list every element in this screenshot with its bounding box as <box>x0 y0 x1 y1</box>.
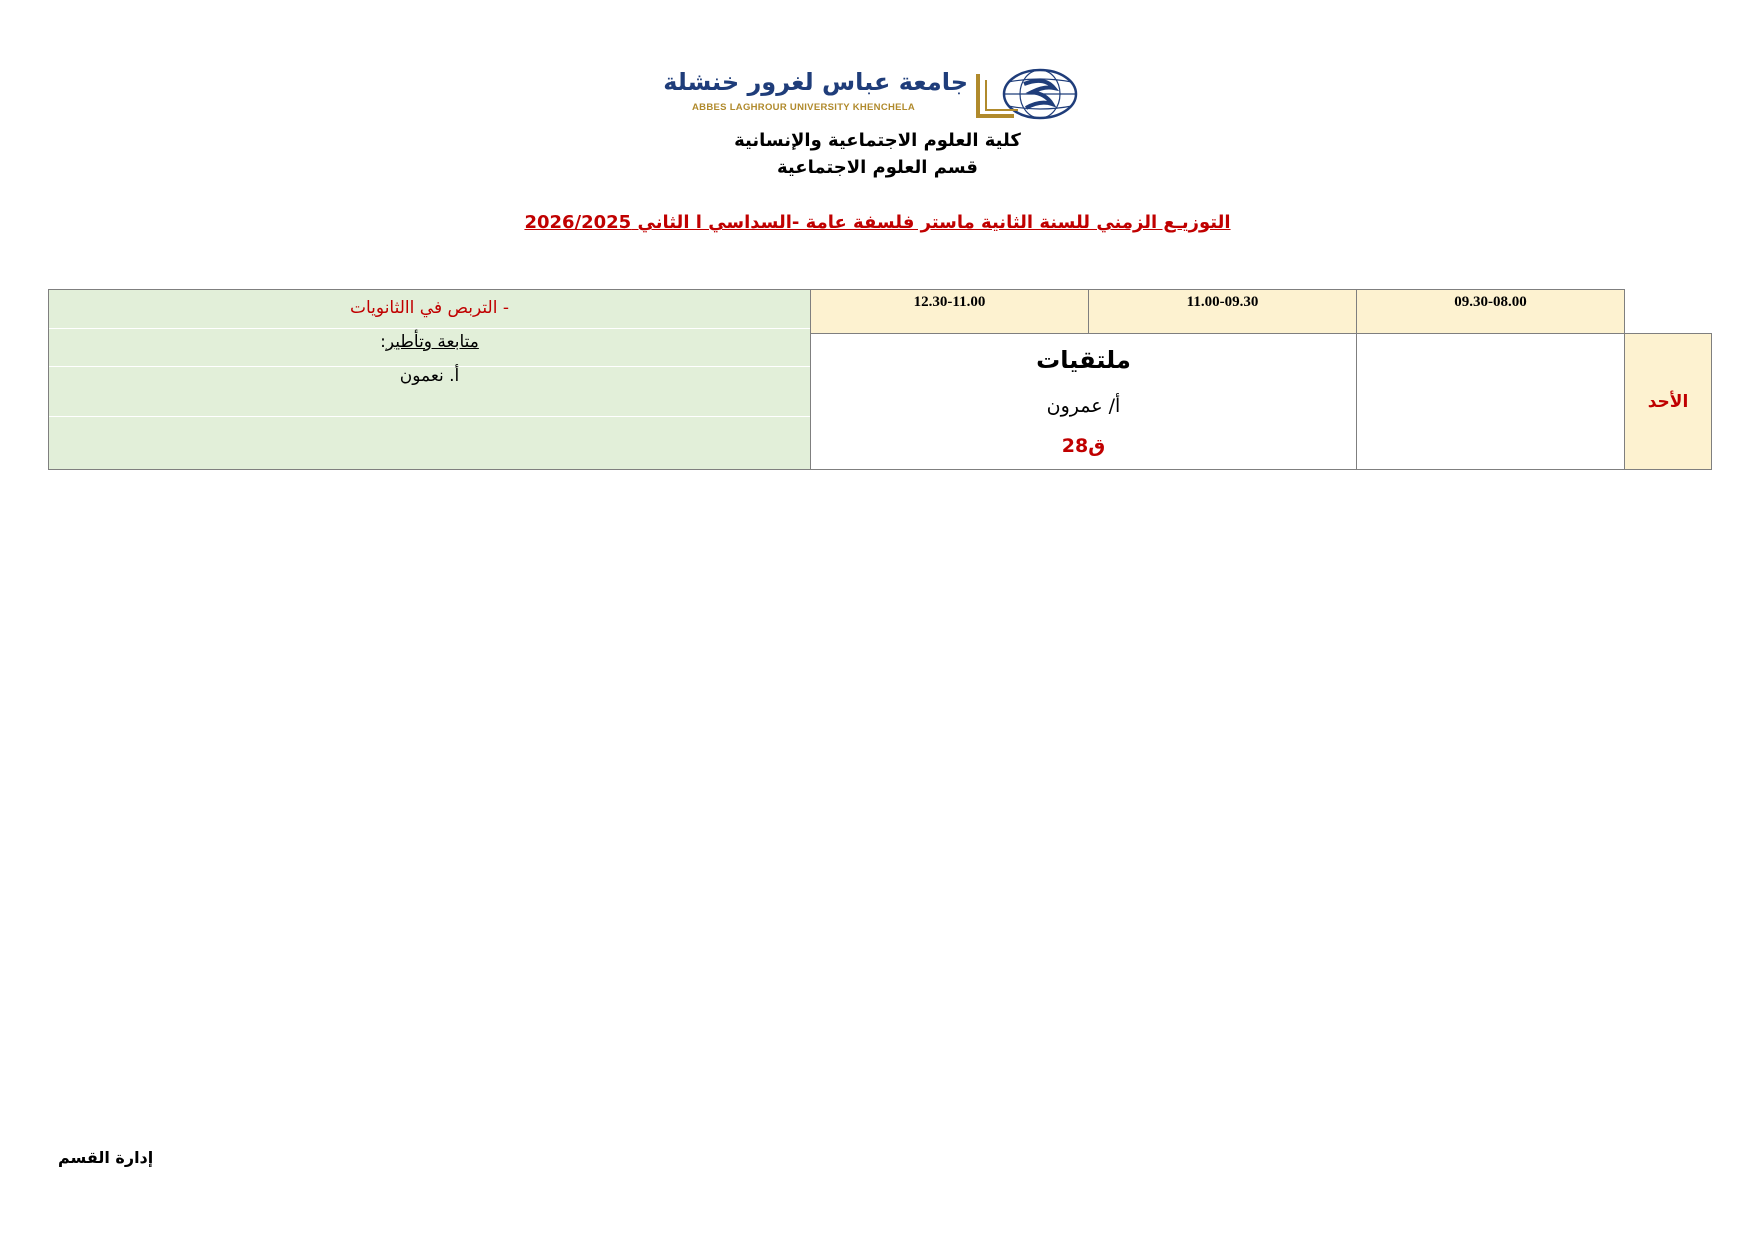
session-name: ملتقيات <box>1036 346 1131 374</box>
supervision-label <box>49 332 810 352</box>
faculty-name: كلية العلوم الاجتماعية والإنسانية <box>734 130 1021 151</box>
row-divider <box>49 416 810 417</box>
session-cell <box>810 333 1357 470</box>
empty-slot <box>1356 333 1625 470</box>
time-slot-header: 12.30-11.00 <box>810 289 1089 334</box>
internship-title: - التربص في االثانويات <box>350 298 509 318</box>
session-room: ق28 <box>1061 435 1106 457</box>
day-label-sunday: الأحد <box>1624 333 1712 470</box>
time-slot-header: 11.00-09.30 <box>1088 289 1357 334</box>
document-title: التوزيـع الزمني للسنة الثانية ماستر فلسفة عامة -السداسي ا الثاني 2026/2025 <box>524 212 1231 233</box>
supervision-label-colon: : <box>380 332 386 352</box>
department-signature: إدارة القسم <box>58 1148 154 1167</box>
department-name: قسم العلوم الاجتماعية <box>777 157 978 178</box>
time-slot-header: 09.30-08.00 <box>1356 289 1625 334</box>
university-emblem-icon <box>974 68 1078 124</box>
logo-arabic-name: جامعة عباس لغرور خنشلة <box>663 68 968 96</box>
row-divider <box>49 328 810 329</box>
session-teacher: أ/ عمرون <box>1046 395 1121 417</box>
supervisor-name: أ. نعمون <box>399 366 460 386</box>
logo-english-name: ABBES LAGHROUR UNIVERSITY KHENCHELA <box>692 102 916 113</box>
supervision-label-text: متابعة وتأطير <box>385 332 479 352</box>
university-logo <box>663 68 1076 128</box>
internship-cell <box>48 289 811 470</box>
